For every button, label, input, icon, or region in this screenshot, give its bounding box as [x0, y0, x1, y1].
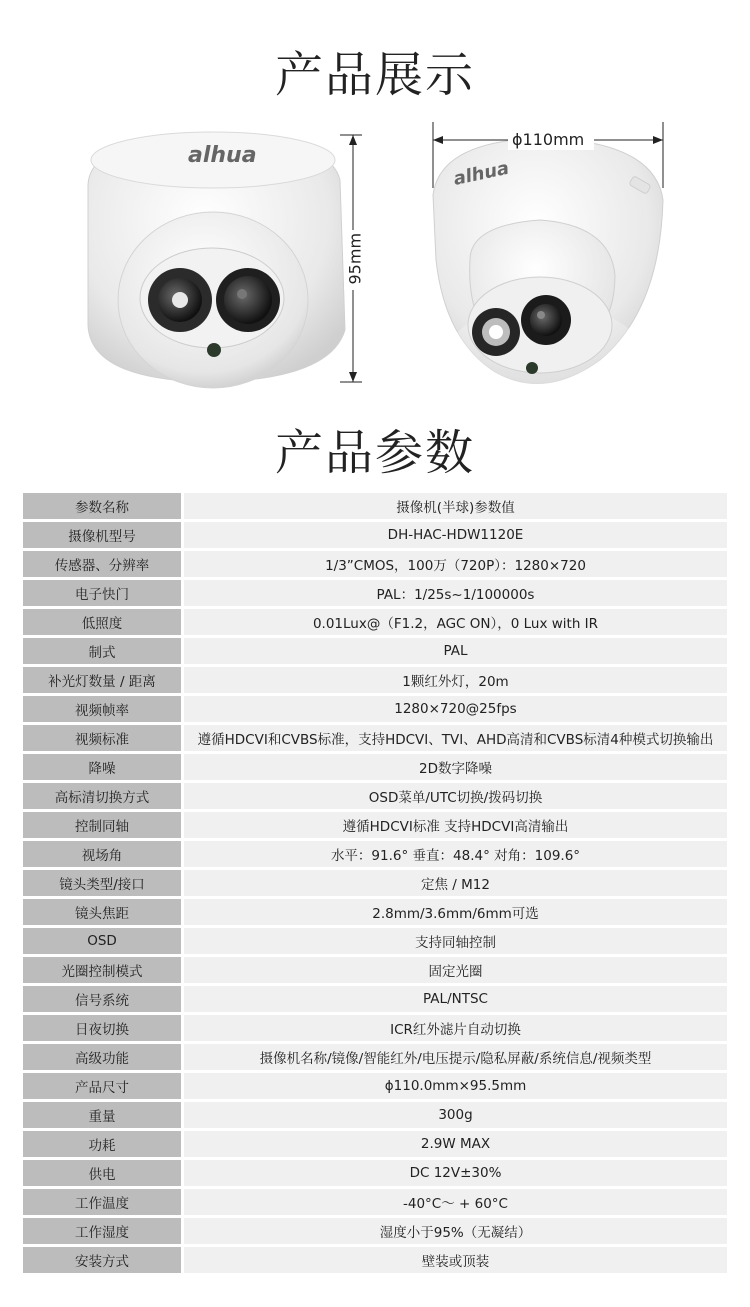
- param-name-cell: 功耗: [23, 1131, 181, 1157]
- param-value-cell: ICR红外滤片自动切换: [184, 1015, 727, 1041]
- left-camera: [88, 132, 345, 388]
- param-value-cell: 湿度小于95%（无凝结）: [184, 1218, 727, 1244]
- table-row: [23, 609, 727, 635]
- table-row: [23, 1102, 727, 1128]
- table-row: [23, 812, 727, 838]
- param-value-cell: DH-HAC-HDW1120E: [184, 522, 727, 548]
- param-name-cell: 工作温度: [23, 1189, 181, 1215]
- param-value-cell: 摄像机名称/镜像/智能红外/电压提示/隐私屏蔽/系统信息/视频类型: [184, 1044, 727, 1070]
- param-name-cell: 控制同轴: [23, 812, 181, 838]
- table-row: [23, 580, 727, 606]
- param-name-cell: 高级功能: [23, 1044, 181, 1070]
- param-name-cell: 传感器、分辨率: [23, 551, 181, 577]
- param-name-cell: 工作湿度: [23, 1218, 181, 1244]
- table-row: [23, 870, 727, 896]
- param-value-cell: 定焦 / M12: [184, 870, 727, 896]
- param-name-cell: 补光灯数量 / 距离: [23, 667, 181, 693]
- table-row: [23, 1015, 727, 1041]
- table-row: [23, 1160, 727, 1186]
- table-row: [23, 928, 727, 954]
- param-value-cell: OSD菜单/UTC切换/拨码切换: [184, 783, 727, 809]
- width-dimension-label: ϕ110mm: [512, 130, 585, 149]
- table-row: [23, 1247, 727, 1273]
- table-row: [23, 899, 727, 925]
- table-row: [23, 667, 727, 693]
- params-section-title: 产品参数: [274, 425, 475, 481]
- table-row: [23, 551, 727, 577]
- table-row: [23, 522, 727, 548]
- param-name-cell: 产品尺寸: [23, 1073, 181, 1099]
- param-name-cell: 视场角: [23, 841, 181, 867]
- param-name-cell: OSD: [23, 928, 181, 954]
- param-name-cell: 制式: [23, 638, 181, 664]
- table-row: [23, 1044, 727, 1070]
- display-section-title: 产品展示: [274, 47, 475, 103]
- param-value-cell: 0.01Lux@（F1.2，AGC ON），0 Lux with IR: [184, 609, 727, 635]
- product-images: [0, 110, 750, 410]
- table-row: [23, 986, 727, 1012]
- param-name-cell: 摄像机型号: [23, 522, 181, 548]
- param-name-cell: 镜头类型/接口: [23, 870, 181, 896]
- param-value-cell: 1280×720@25fps: [184, 696, 727, 722]
- param-name-cell: 视频帧率: [23, 696, 181, 722]
- param-name-cell: 供电: [23, 1160, 181, 1186]
- param-value-cell: 固定光圈: [184, 957, 727, 983]
- param-name-cell: 安装方式: [23, 1247, 181, 1273]
- param-value-cell: DC 12V±30%: [184, 1160, 727, 1186]
- table-row: [23, 783, 727, 809]
- param-name-cell: 镜头焦距: [23, 899, 181, 925]
- height-dimension-label: 95mm: [345, 232, 365, 285]
- param-value-cell: 1/3”CMOS，100万（720P）：1280×720: [184, 551, 727, 577]
- spec-table: [20, 490, 730, 1276]
- table-row: [23, 1189, 727, 1215]
- param-name-cell: 日夜切换: [23, 1015, 181, 1041]
- param-value-cell: 2.8mm/3.6mm/6mm可选: [184, 899, 727, 925]
- param-value-cell: PAL: [184, 638, 727, 664]
- param-value-cell: 遵循HDCVI标准 支持HDCVI高清输出: [184, 812, 727, 838]
- table-row: [23, 725, 727, 751]
- camera-illustrations: [0, 110, 750, 410]
- param-value-cell: 2D数字降噪: [184, 754, 727, 780]
- param-value-cell: 2.9W MAX: [184, 1131, 727, 1157]
- header-key-cell: 参数名称: [23, 493, 181, 519]
- brand-logo-right: alhua: [451, 157, 511, 190]
- table-row: [23, 1073, 727, 1099]
- table-row: [23, 1131, 727, 1157]
- param-name-cell: 高标清切换方式: [23, 783, 181, 809]
- param-name-cell: 电子快门: [23, 580, 181, 606]
- table-row: [23, 1218, 727, 1244]
- table-row: [23, 957, 727, 983]
- param-value-cell: PAL/NTSC: [184, 986, 727, 1012]
- param-name-cell: 视频标准: [23, 725, 181, 751]
- table-row: [23, 638, 727, 664]
- table-row: [23, 754, 727, 780]
- param-value-cell: 300g: [184, 1102, 727, 1128]
- header-value-cell: 摄像机(半球)参数值: [184, 493, 727, 519]
- brand-logo: alhua: [188, 143, 257, 168]
- param-name-cell: 低照度: [23, 609, 181, 635]
- param-name-cell: 重量: [23, 1102, 181, 1128]
- param-value-cell: 支持同轴控制: [184, 928, 727, 954]
- param-name-cell: 光圈控制模式: [23, 957, 181, 983]
- right-camera: [433, 138, 663, 395]
- table-row: [23, 841, 727, 867]
- table-row: [23, 696, 727, 722]
- param-value-cell: -40°C～ + 60°C: [184, 1189, 727, 1215]
- table-header-row: [23, 493, 727, 519]
- param-name-cell: 信号系统: [23, 986, 181, 1012]
- param-value-cell: 水平：91.6° 垂直：48.4° 对角：109.6°: [184, 841, 727, 867]
- param-name-cell: 降噪: [23, 754, 181, 780]
- param-value-cell: ϕ110.0mm×95.5mm: [184, 1073, 727, 1099]
- param-value-cell: 遵循HDCVI和CVBS标准，支持HDCVI、TVI、AHD高清和CVBS标清4种模式切换输出: [184, 725, 727, 751]
- param-value-cell: 1颗红外灯，20m: [184, 667, 727, 693]
- param-value-cell: PAL：1/25s~1/100000s: [184, 580, 727, 606]
- param-value-cell: 壁装或顶装: [184, 1247, 727, 1273]
